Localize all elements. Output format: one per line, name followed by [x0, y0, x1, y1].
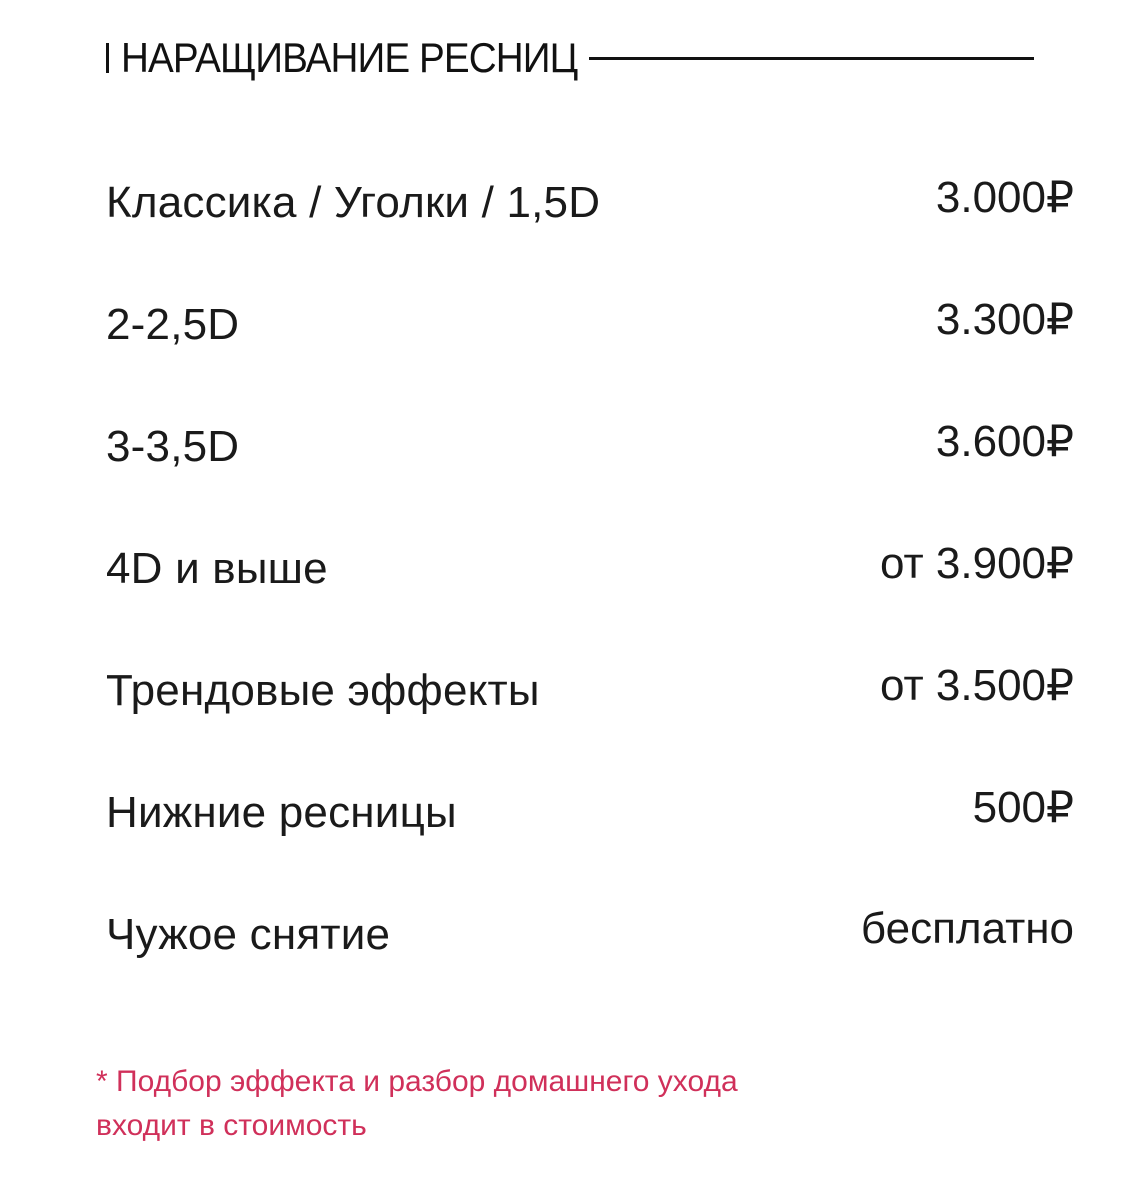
- service-name: Трендовые эффекты: [106, 666, 540, 715]
- header-divider-line: [589, 57, 1034, 60]
- section-header: [106, 30, 1034, 86]
- service-name: Чужое снятие: [106, 910, 391, 959]
- service-name: 4D и выше: [106, 544, 328, 593]
- price-row: [106, 782, 1074, 904]
- service-name: Классика / Уголки / 1,5D: [106, 178, 601, 227]
- footnote: [96, 1060, 896, 1148]
- section-title: НАРАЩИВАНИЕ РЕСНИЦ: [121, 34, 578, 81]
- service-price: 500₽: [972, 783, 1074, 832]
- price-row: [106, 416, 1074, 538]
- price-row: [106, 660, 1074, 782]
- service-name: Нижние ресницы: [106, 788, 457, 837]
- service-price: 3.000₽: [935, 173, 1074, 222]
- service-price: бесплатно: [860, 904, 1074, 953]
- service-price: от 3.500₽: [880, 661, 1074, 710]
- footnote-line-1: * Подбор эффекта и разбор домашнего ухода: [96, 1065, 738, 1098]
- service-price: от 3.900₽: [880, 539, 1074, 588]
- price-row: [106, 294, 1074, 416]
- price-list: [106, 172, 1074, 1026]
- price-row: [106, 172, 1074, 294]
- service-name: 3-3,5D: [106, 422, 240, 471]
- price-row: [106, 904, 1074, 1026]
- price-row: [106, 538, 1074, 660]
- service-price: 3.300₽: [935, 295, 1074, 344]
- footnote-line-2: входит в стоимость: [96, 1109, 367, 1142]
- service-price: 3.600₽: [935, 417, 1074, 466]
- header-accent-bar: [106, 43, 109, 73]
- service-name: 2-2,5D: [106, 300, 240, 349]
